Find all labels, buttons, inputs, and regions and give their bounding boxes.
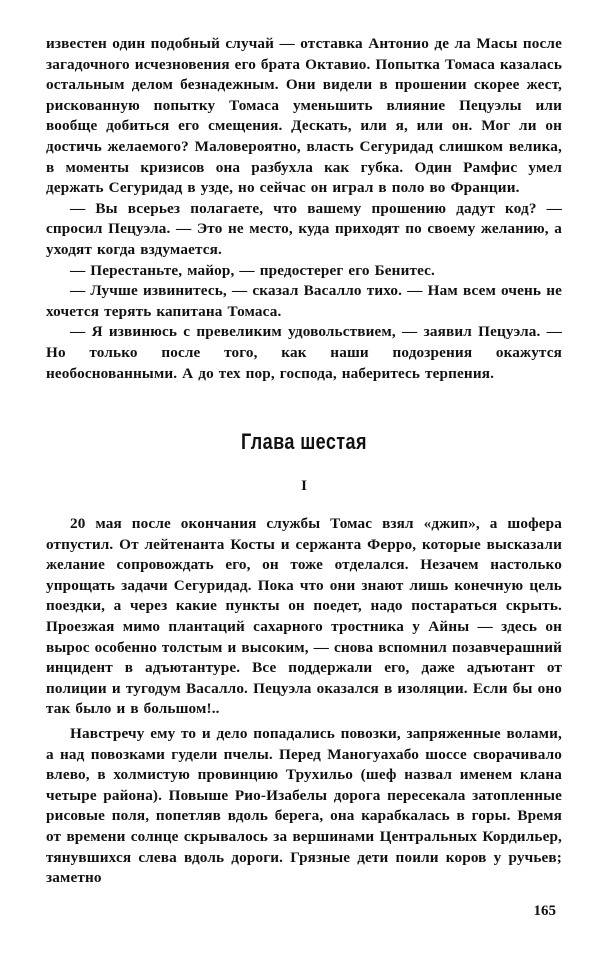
section-number: I xyxy=(301,478,307,495)
paragraph-3: — Перестаньте, майор, — предостерег его Бенитес. xyxy=(70,261,435,279)
book-page xyxy=(46,34,562,889)
paragraph-7: Навстречу ему то и дело попадались повозки, запряженные волами, а над повозками гудели пчелы. Перед Маногуахабо шоссе сворачивало влево, в холмистую провинцию Трухильо (шеф назвал именем клана четыре района). Повыше Рио-Изабелы дорога пересекала затопленные рисовые поля, попетляв вдоль берега, она карабкалась в горы. Время от времени солнце скрывалось за вершинами Центральных Кордильер, тянувшихся слева вдоль дороги. Грязные дети поили коров у ручьев; заметно xyxy=(46,725,562,887)
paragraph-5: — Я извинюсь с превеликим удовольствием, — заявил Пецуэла. — Но только после того, как наши подозрения окажутся необоснованными. А до тех пор, господа, наберитесь терпения. xyxy=(46,323,562,382)
paragraph-4: — Лучше извинитесь, — сказал Васалло тихо. — Нам всем очень не хочется терять капитана Томаса. xyxy=(46,282,562,320)
paragraph-1: известен один подобный случай — отставка Антонио де ла Масы после загадочного исчезновения его брата Октавио. Попытка Томаса казалась остальным делом безнадежным. Они видели в прошении скорее жест, рискованную попытку Томаса уменьшить влияние Пецуэлы или вообще добиться его смещения. Дескать, или я, или он. Мог ли он достичь желаемого? Маловероятно, власть Сегуридад слишком велика, в моменты кризисов она разбухла как губка. Один Рамфис умел держать Сегуридад в узде, но сейчас он играл в поло во Франции. xyxy=(46,35,562,197)
page-number: 165 xyxy=(533,903,556,919)
paragraph-2: — Вы всерьез полагаете, что вашему прошению дадут код? — спросил Пецуэла. — Это не место, куда приходят по своему желанию, а уходят когда вздумается. xyxy=(46,199,562,258)
chapter-title: Глава шестая xyxy=(241,429,367,455)
paragraph-6: 20 мая после окончания службы Томас взял «джип», а шофера отпустил. От лейтенанта Косты и сержанта Ферро, которые высказали желание сопровождать его, он тоже отделался. Незачем настолько упрощать задачи Сегуридад. Пока что они знают лишь конечную цель поездки, а через какие пункты он поедет, надо постараться скрыть. Проезжая мимо плантаций сахарного тростника у Айны — здесь он вырос особенно толстым и высоким, — снова вспомнил позавчерашний инцидент в адъютантуре. Все поддержали его, даже адъютант от полиции и тугодум Васалло. Пецуэла оказался в изоляции. Если бы оно так было и в большом!.. xyxy=(46,515,562,718)
